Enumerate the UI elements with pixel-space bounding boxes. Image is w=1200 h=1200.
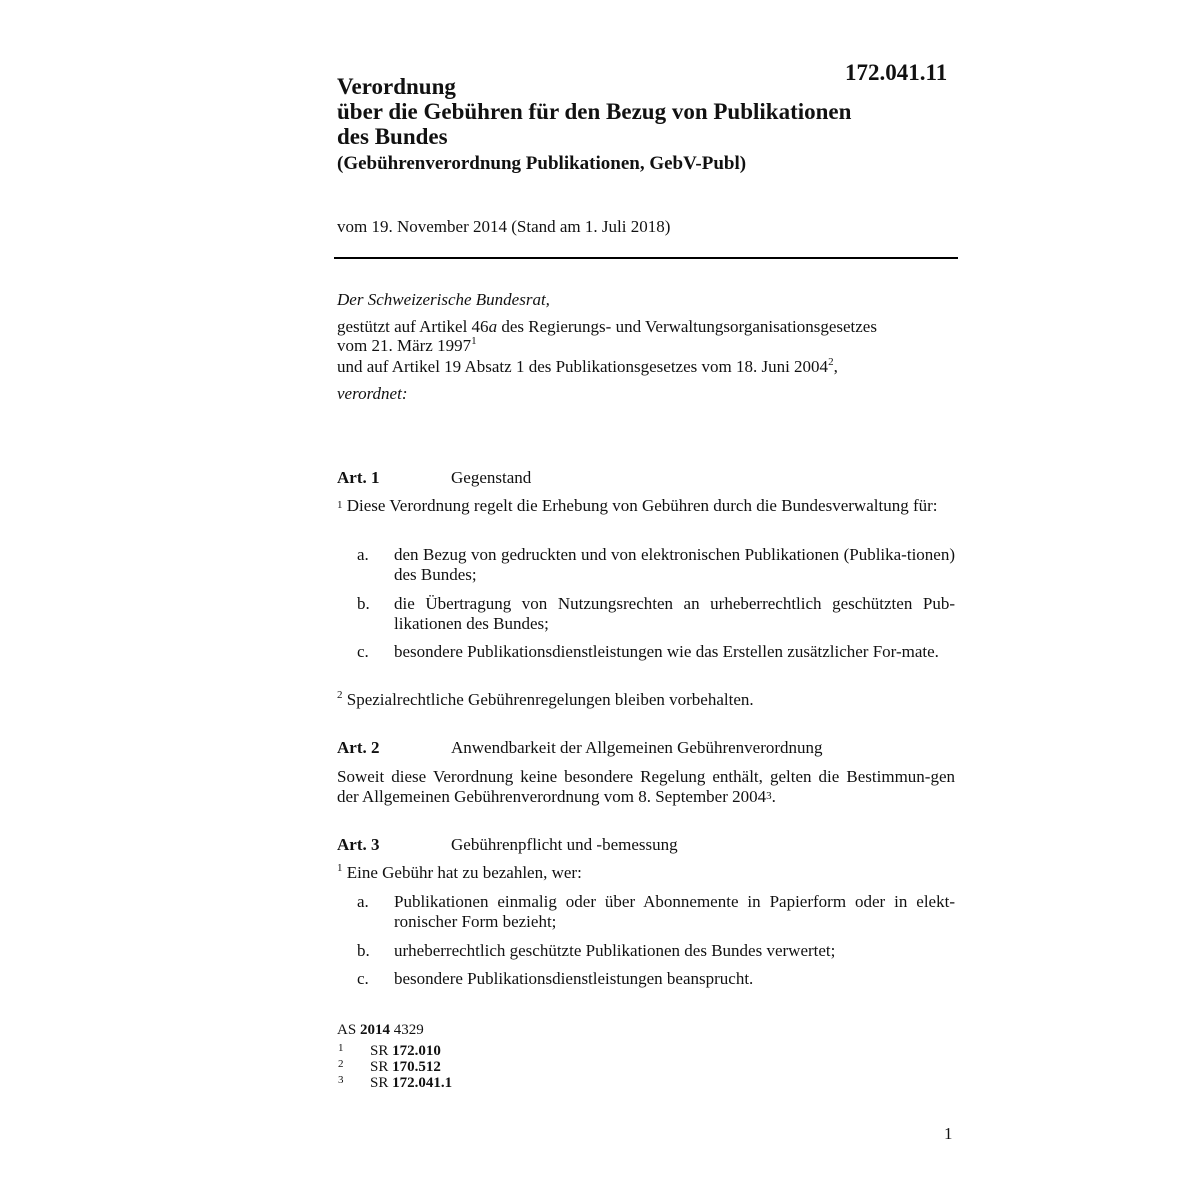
art3-item-b-letter: b. [357,941,370,960]
footnote-1 [370,1043,441,1059]
preamble-line-2-text: vom 21. März 1997 [337,336,472,355]
document-subtitle: (Gebührenverordnung Publikationen, GebV-Publ) [337,153,747,174]
art3-item-c-letter: c. [357,969,369,988]
art1-item-c-text: besondere Publikationsdienstleistungen wie das Erstellen zusätzlicher For-mate. [394,642,939,661]
footnote-3-prefix: SR [370,1075,393,1091]
footnote-ref-3[interactable]: 3 [766,790,772,802]
art1-number: Art. 1 [337,468,380,487]
as-reference [337,1022,424,1038]
footnote-1-ref[interactable]: 172.010 [392,1043,441,1059]
title-line-2: über die Gebühren für den Bezug von Publikationen [337,99,852,124]
preamble-line-1-rest: des Regierungs- und Verwaltungsorganisationsgesetzes [497,317,877,336]
art2-number: Art. 2 [337,738,380,757]
title-line-3: des Bundes [337,124,448,149]
preamble-line-1 [337,317,877,337]
art1-item-b-text: die Übertragung von Nutzungsrechten an urheberrechtlich geschützten Pub-likationen des Bundes; [394,594,955,633]
art1-paragraph-2 [337,690,754,710]
footnote-ref-1[interactable]: 1 [471,335,477,347]
art2-text-end: . [771,787,776,806]
art3-item-b-text: urheberrechtlich geschützte Publikationen des Bundes verwertet; [394,941,836,960]
as-prefix: AS [337,1022,360,1038]
art3-item-c-text: besondere Publikationsdienstleistungen beansprucht. [394,969,754,988]
footnote-3-number: 3 [338,1074,344,1086]
preamble-line-2 [337,336,477,356]
art2-text [337,767,955,807]
preamble-authority: Der Schweizerische Bundesrat, [337,290,550,309]
art1-para1-text: Diese Verordnung regelt die Erhebung von Gebühren durch die Bundesverwaltung für: [342,496,938,515]
art3-heading: Gebührenpflicht und -bemessung [451,835,678,854]
preamble-line-3-text: und auf Artikel 19 Absatz 1 des Publikationsgesetzes vom 18. Juni 2004 [337,357,829,376]
art3-para1-number: 1 [337,862,343,874]
footnote-ref-2[interactable]: 2 [828,356,834,368]
art3-item-a-letter: a. [357,892,369,911]
art3-item-a-text: Publikationen einmalig oder über Abonnemente in Papierform oder in elekt-ronischer Form bezieht; [394,892,955,931]
art3-number: Art. 3 [337,835,380,854]
header-divider [334,257,958,259]
art2-heading: Anwendbarkeit der Allgemeinen Gebührenverordnung [451,738,823,757]
art1-para1-number: 1 [337,499,343,511]
as-year: 2014 [359,1022,390,1038]
art1-item-b-letter: b. [357,594,370,613]
footnote-3-ref[interactable]: 172.041.1 [392,1075,453,1091]
art1-item-c-letter: c. [357,642,369,661]
art3-para1-text: Eine Gebühr hat zu bezahlen, wer: [342,863,582,882]
footnote-2 [370,1059,441,1075]
preamble-decree: verordnet: [337,384,408,403]
preamble-line-1-text: gestützt auf Artikel 46 [337,317,489,336]
footnote-2-number: 2 [338,1058,344,1070]
art1-heading: Gegenstand [451,468,532,487]
art1-para2-text: Spezialrechtliche Gebührenregelungen bleiben vorbehalten. [342,690,754,709]
footnote-3 [370,1075,452,1091]
sr-number: 172.041.11 [845,60,948,85]
art1-item-a-text: den Bezug von gedruckten und von elektronischen Publikationen (Publika-tionen) des Bundes; [394,545,955,584]
art1-para2-number: 2 [337,689,343,701]
preamble-line-1-italic: a [488,317,498,336]
footnote-2-prefix: SR [370,1059,393,1075]
document-title [337,74,851,149]
as-page: 4329 [389,1022,424,1038]
preamble-line-3 [337,357,838,377]
title-line-1: Verordnung [337,74,456,99]
art1-item-a-letter: a. [357,545,369,564]
date-line: vom 19. November 2014 (Stand am 1. Juli 2018) [337,217,671,236]
preamble-line-3-end: , [833,357,838,376]
footnote-2-ref[interactable]: 170.512 [392,1059,441,1075]
art1-paragraph-1 [337,496,955,516]
footnote-1-number: 1 [338,1042,344,1054]
page-number: 1 [944,1124,953,1143]
art2-text-body: Soweit diese Verordnung keine besondere Regelung enthält, gelten die Bestimmun-gen der Allgemeinen Gebührenverordnung vom 8. September 2004 [337,767,955,806]
art3-paragraph-1 [337,863,582,883]
footnote-1-prefix: SR [370,1043,393,1059]
